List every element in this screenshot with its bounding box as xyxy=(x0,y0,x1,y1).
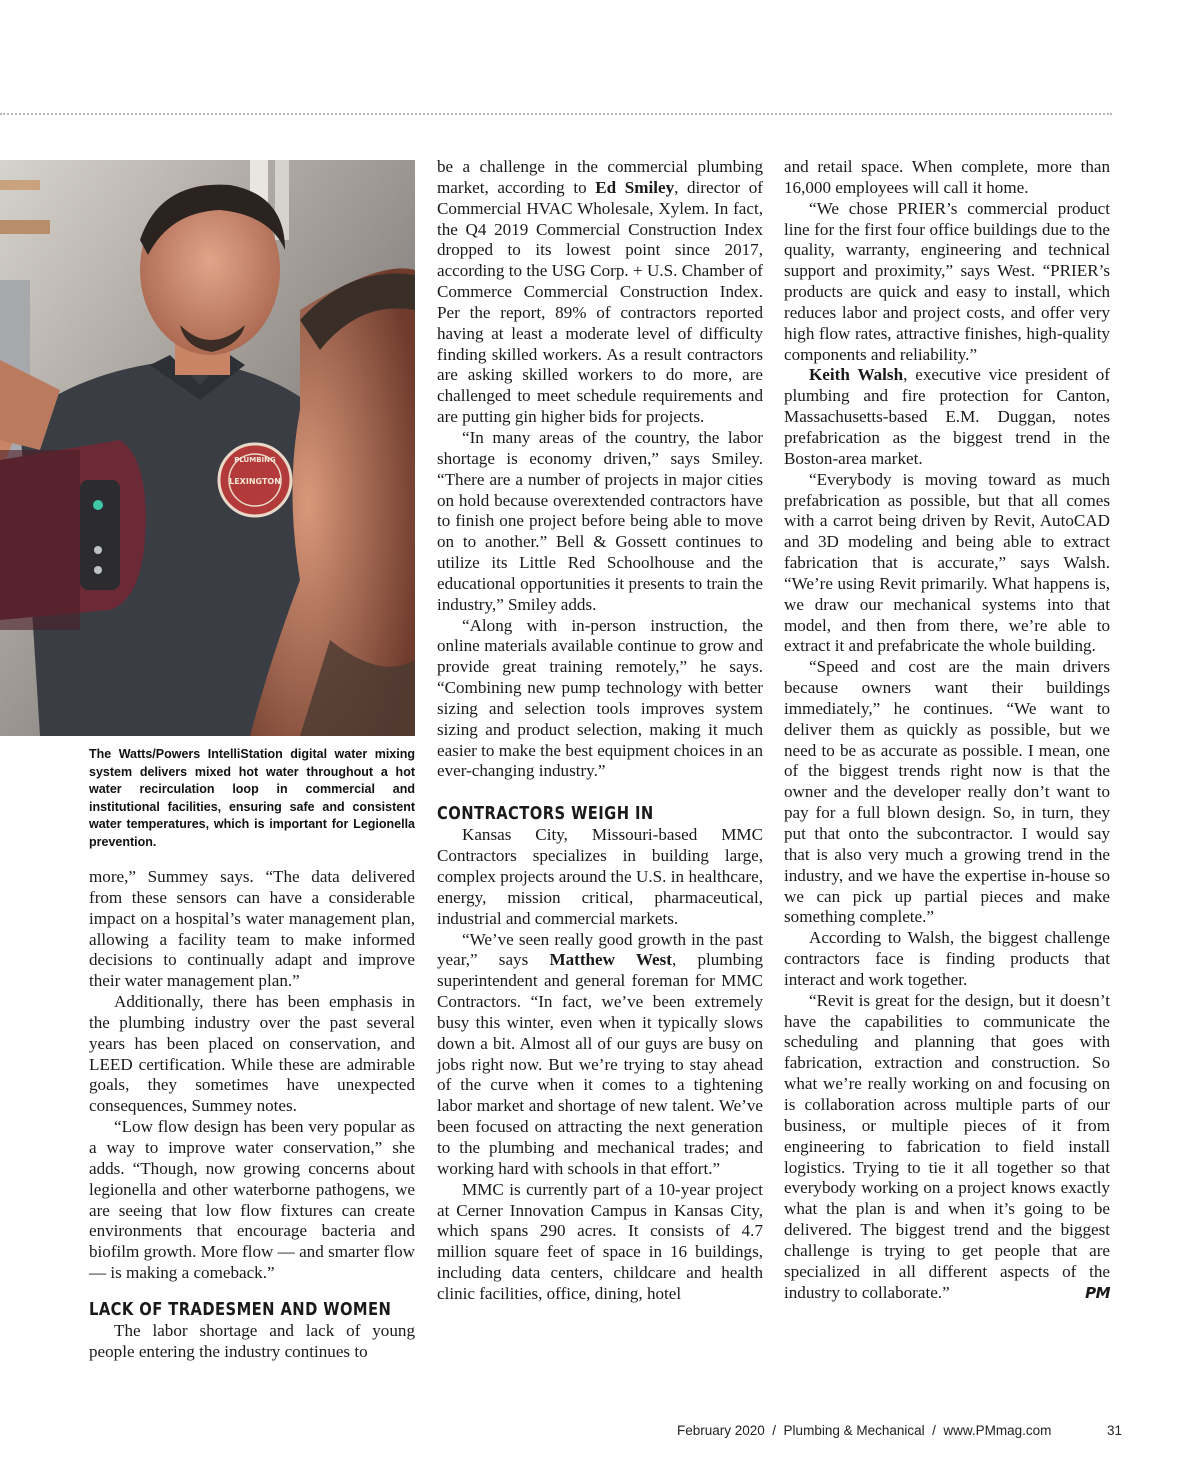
paragraph: Kansas City, Missouri-based MMC Contractors specializes in building large, complex projects around the U.S. in healthcare, energy, mission critical, pharmaceutical, industrial and commercial markets. xyxy=(437,825,763,928)
end-mark-logo: PM xyxy=(1085,1283,1110,1302)
paragraph: “Along with in-person instruction, the online materials available continue to grow and provide great training remotely,” he says. “Combining new pump technology with better sizing and selection tools improves system sizing and product selection, making it much easier to make the best equipment choices in an ever-changing industry.” xyxy=(437,615,763,781)
section-heading: CONTRACTORS WEIGH IN xyxy=(437,803,654,825)
person-name: Keith Walsh xyxy=(809,365,904,385)
badge-top-text: PLUMBING xyxy=(234,456,276,464)
photo-caption: The Watts/Powers IntelliStation digital water mixing system delivers mixed hot water throughout a hot water recirculation loop in commercial and institutional facilities, ensuring safe and consistent water temperatures, which is important for Legionella prevention. xyxy=(89,747,415,849)
paragraph: “Speed and cost are the main drivers because owners want their buildings immediately,” he continues. “We want to deliver them as quickly as possible, but we need to be as accurate as possible. I mean, one of the biggest trends right now is that the owner and the developer really don’t want to pay for a full blown design. So, in turn, they put that onto the subcontractor. I would say that is also very much a growing trend in the industry, and we have the expertise in-house so we can pick up partial pieces and make something complete.” xyxy=(784,657,1110,927)
article-photo xyxy=(0,160,415,736)
paragraph: “In many areas of the country, the labor shortage is economy driven,” says Smiley. “There are a number of projects in major cities on hold because overextended contractors have to finish one project before being able to move on to another.” Bell & Gossett continues to utilize its Little Red Schoolhouse and the educational opportunities it presents to train the industry,” Smiley adds. xyxy=(437,427,763,614)
paragraph xyxy=(437,157,763,428)
paragraph xyxy=(784,991,1110,1304)
badge-main-text: LEXINGTON xyxy=(229,477,281,486)
paragraph: MMC is currently part of a 10-year project at Cerner Innovation Campus in Kansas City, which spans 290 acres. It consists of 4.7 million square feet of space in 16 buildings, including data centers, childcare and health clinic facilities, office, dining, hotel xyxy=(437,1179,763,1303)
article-column-3 xyxy=(784,157,1110,1303)
text-run: , director of Commercial HVAC Wholesale, Xylem. In fact, the Q4 2019 Commercial Construction Index dropped to its lowest point since 2017, according to the USG Corp. + U.S. Chamber of Commerce Commercial Construction Index. Per the report, 89% of contractors reported having at least a moderate level of difficulty finding skilled workers. As a result contractors are asking skilled workers to do more, are challenged to meet schedule requirements and are putting gin higher bids for projects. xyxy=(437,177,763,427)
paragraph: “We chose PRIER’s commercial product line for the first four office buildings due to the quality, warranty, engineering and technical support and proximity,” says West. “PRIER’s products are quick and easy to install, which reduces labor and project costs, and offer very high flow rates, attractive finishes, high-quality components and reliability.” xyxy=(784,198,1110,364)
paragraph: Additionally, there has been emphasis in the plumbing industry over the past several years has been placed on conservation, and LEED certification. While these are admirable goals, they sometimes have unexpected consequences, Summey notes. xyxy=(89,992,415,1116)
paragraph xyxy=(784,365,1110,469)
footer-issue-info: February 2020 / Plumbing & Mechanical / www.PMmag.com xyxy=(677,1423,1052,1438)
top-dotted-rule xyxy=(0,113,1112,115)
paragraph: The labor shortage and lack of young people entering the industry continues to xyxy=(89,1320,415,1361)
paragraph: more,” Summey says. “The data delivered from these sensors can have a considerable impact on a hospital’s water management plan, allowing a facility team to make informed decisions to continually adapt and improve their water management plan.” xyxy=(89,867,415,991)
person-name: Matthew West xyxy=(549,950,672,970)
paragraph: “Low flow design has been very popular as a way to improve water conservation,” she adds. “Though, now growing concerns about legionella and other waterborne pathogens, we are seeing that low flow fixtures can create environments that encourage bacteria and biofilm growth. More flow — and smarter flow — is making a comeback.” xyxy=(89,1117,415,1283)
text-run: , executive vice president of plumbing and fire protection for Canton, Massachusetts-based E.M. Duggan, notes prefabrication as the biggest trend in the Boston-area market. xyxy=(784,365,1110,468)
page-number: 31 xyxy=(1107,1423,1123,1438)
paragraph: and retail space. When complete, more than 16,000 employees will call it home. xyxy=(784,157,1110,197)
person-name: Ed Smiley xyxy=(595,177,675,197)
text-run: , plumbing superintendent and general foreman for MMC Contractors. “In fact, we’ve been extremely busy this winter, even when it typically slows down a bit. Almost all of our guys are busy on jobs right now. But we’re trying to stay ahead of the curve when it comes to a tightening labor market and shortage of new talent. We’ve been focused on attracting the next generation to the plumbing and mechanical trades; and working hard with schools in that effort.” xyxy=(437,950,763,1178)
section-heading: LACK OF TRADESMEN AND WOMEN xyxy=(89,1298,392,1320)
photo-illustration xyxy=(0,160,415,736)
article-column-2 xyxy=(437,157,763,1305)
text-run: be a challenge in the commercial plumbing market, according to xyxy=(437,157,763,197)
text-run: “Revit is great for the design, but it doesn’t have the capabilities to communicate the scheduling and planning that goes with fabrication, extraction and construction. So what we’re really working on and focusing on is collaboration across multiple parts of our business, or multiple pieces of it from engineering to fabrication to field install logistics. Trying to tie it all together so that everybody working on a project knows exactly what the plan is and when it’s going to be delivered. The biggest trend and the biggest challenge is trying to get people that are specialized in all different aspects of the industry to collaborate.” xyxy=(784,990,1110,1302)
text-run: “We’ve seen really good growth in the past year,” says xyxy=(437,929,763,970)
paragraph: According to Walsh, the biggest challenge contractors face is finding products that interact and work together. xyxy=(784,928,1110,989)
paragraph xyxy=(437,930,763,1180)
article-column-1 xyxy=(89,867,415,1363)
paragraph: “Everybody is moving toward as much prefabrication as possible, but that all comes with a carrot being driven by Revit, AutoCAD and 3D modeling and being able to extract fabrication that is accurate,” says Walsh. “We’re using Revit primarily. What happens is, we draw our mechanical systems into that model, and then from there, we’re able to extract it and prefabricate the whole building. xyxy=(784,469,1110,656)
